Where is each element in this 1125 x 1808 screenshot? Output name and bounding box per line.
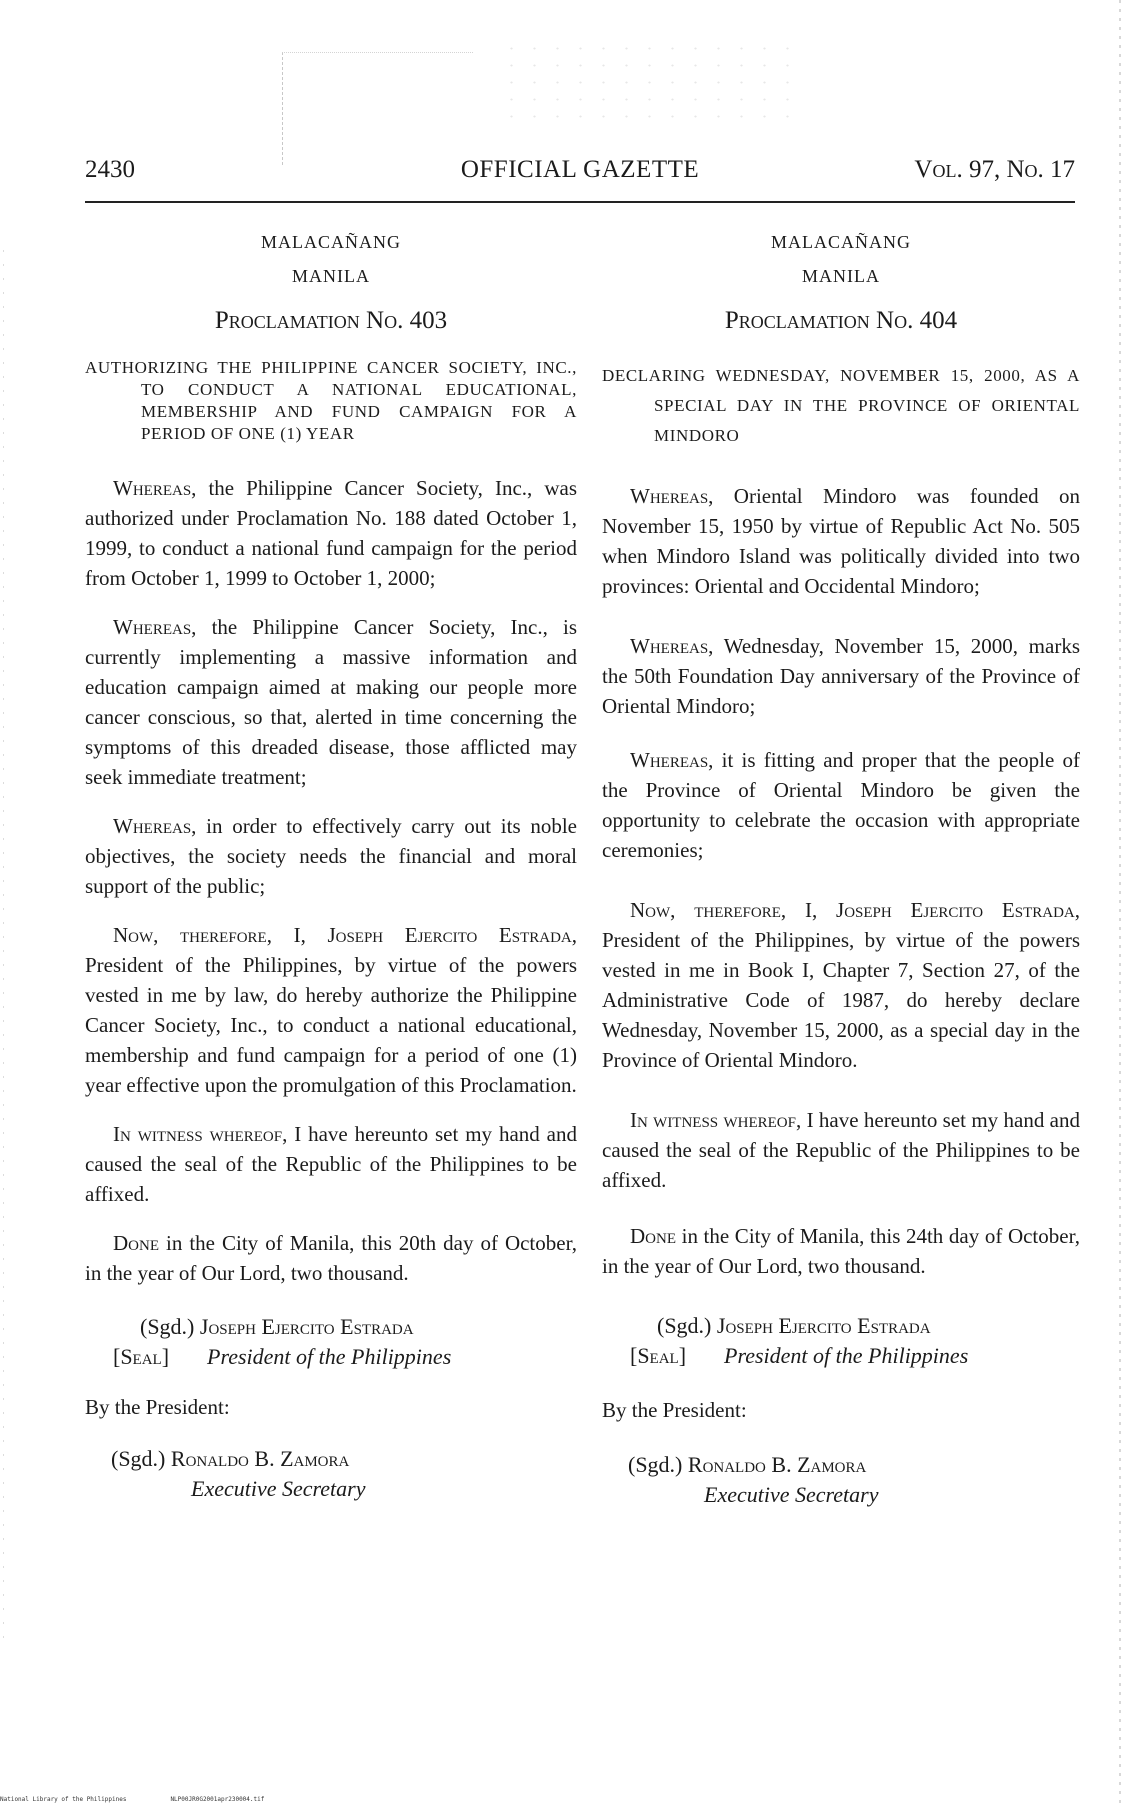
place-manila: MANILA [292,266,370,286]
place-manila: MANILA [802,266,880,286]
lead-word: Done [630,1224,676,1248]
lead-word: Whereas [113,476,192,500]
proclamation-title: Proclamation No. 404 [724,307,958,334]
paragraph-text: , I have hereunto set my hand and caused the seal of the Republic of the Philippines to be affixed. [85,1122,577,1206]
seal-line [85,1342,577,1372]
signer-name: Joseph Ejercito Estrada [199,1314,414,1339]
lead-word: Whereas [113,615,192,639]
paragraph-text: , President of the Philippines, by virtue of the powers vested in me in Book I, Chapter 7, Section 27, of the Administrative Code of 1987, do hereby declare Wednesday, November 15, 2000, as a special day in the Province of Oriental Mindoro. [602,898,1081,1072]
by-the-president: By the President: [85,1395,230,1419]
whereas-paragraph-3 [85,811,577,901]
secretary-line [85,1444,577,1474]
proclamation-404-column [602,225,1080,1510]
secretary-line [602,1450,1080,1480]
paragraph-text: , I, [780,898,837,922]
sgd-mark: (Sgd.) [111,1446,166,1471]
place-malacanang: MALACAÑANG [261,232,401,252]
paragraph-text: in the City of Manila, this 24th day of October, in the year of Our Lord, two thousand. [602,1224,1080,1278]
whereas-paragraph-2 [85,612,577,792]
proclamation-title: Proclamation No. 403 [214,307,448,334]
paragraph-text: , Wednesday, November 15, 2000, marks the 50th Foundation Day anniversary of the Province of Oriental Mindoro; [602,634,1080,718]
now-therefore-paragraph [85,920,577,1100]
secretary-name: Ronaldo B. Zamora [687,1452,867,1477]
in-witness-paragraph [85,1119,577,1209]
proclamation-caption: AUTHORIZING THE PHILIPPINE CANCER SOCIETY, INC., TO CONDUCT A NATIONAL EDUCATIONAL, MEMBERSHIP AND FUND CAMPAIGN FOR A PERIOD OF ONE (1) YEAR [85,358,577,443]
seal-mark: [Seal] [113,1344,170,1369]
sgd-mark: (Sgd.) [657,1313,712,1338]
secretary-title: Executive Secretary [704,1482,879,1507]
secretary-title-line [85,1474,577,1504]
sgd-mark: (Sgd.) [140,1314,195,1339]
proclamation-caption: DECLARING WEDNESDAY, NOVEMBER 15, 2000, AS A SPECIAL DAY IN THE PROVINCE OF ORIENTAL MINDORO [602,366,1080,445]
secretary-title-line [602,1480,1080,1510]
paragraph-text: , the Philippine Cancer Society, Inc., is currently implementing a massive information and education campaign aimed at making our people more cancer conscious, so that, alerted in time concerning the symptoms of this dreaded disease, those afflicted may seek immediate treatment; [85,615,577,789]
paragraph-text: in the City of Manila, this 20th day of October, in the year of Our Lord, two thousand. [85,1231,577,1285]
publication-title: OFFICIAL GAZETTE [460,156,700,183]
president-name: Joseph Ejercito Estrada [836,898,1075,922]
scan-edge-left [3,250,4,1650]
lead-word: Whereas [630,484,709,508]
paragraph-text: , Oriental Mindoro was founded on November 15, 1950 by virtue of Republic Act No. 505 when Mindoro Island was politically divided into two provinces: Oriental and Occidental Mindoro; [602,484,1080,598]
whereas-paragraph-1 [602,481,1080,601]
lead-word: Now, therefore [113,923,267,947]
seal-mark: [Seal] [630,1343,687,1368]
lead-word: Whereas [630,748,709,772]
page-header [85,156,1075,192]
secretary-title: Executive Secretary [191,1476,366,1501]
scan-noise [500,40,800,120]
done-paragraph [602,1221,1080,1281]
scan-footer [0,1796,308,1803]
whereas-paragraph-1 [85,473,577,593]
file-name: NLP00JR0G2001apr230004.tif [170,1796,265,1803]
faded-stamp [282,52,473,165]
by-the-president: By the President: [602,1398,747,1422]
sgd-mark: (Sgd.) [628,1452,683,1477]
library-credit: National Library of the Philippines [0,1796,127,1803]
page-number: 2430 [85,156,135,183]
seal-line [602,1341,1080,1371]
whereas-paragraph-2 [602,631,1080,721]
secretary-name: Ronaldo B. Zamora [170,1446,350,1471]
whereas-paragraph-3 [602,745,1080,865]
lead-word: Whereas [113,814,192,838]
paragraph-text: , it is fitting and proper that the people of the Province of Oriental Mindoro be given the opportunity to celebrate the occasion with appropriate ceremonies; [602,748,1080,862]
signer-title: President of the Philippines [207,1344,452,1369]
paragraph-text: , I, [266,923,328,947]
scan-edge-right [1119,0,1121,1808]
in-witness-paragraph [602,1105,1080,1195]
paragraph-text: , I have hereunto set my hand and caused the seal of the Republic of the Philippines to be affixed. [602,1108,1080,1192]
paragraph-text: , in order to effectively carry out its noble objectives, the society needs the financial and moral support of the public; [85,814,577,898]
signature-line [85,1312,577,1342]
signer-name: Joseph Ejercito Estrada [716,1313,931,1338]
lead-word: Done [113,1231,159,1255]
place-malacanang: MALACAÑANG [771,232,911,252]
proclamation-403-column [85,225,577,1504]
lead-word: Whereas [630,634,709,658]
lead-word: In witness whereof [113,1122,283,1146]
president-name: Joseph Ejercito Estrada [327,923,572,947]
lead-word: Now, therefore [630,898,781,922]
done-paragraph [85,1228,577,1288]
signer-title: President of the Philippines [724,1343,969,1368]
paragraph-text: , President of the Philippines, by virtue of the powers vested in me by law, do hereby authorize the Philippine Cancer Society, Inc., to conduct a national educational, membership and fund campaign for a period of one (1) year effective upon the promulgation of this Proclamation. [85,923,578,1097]
paragraph-text: , the Philippine Cancer Society, Inc., was authorized under Proclamation No. 188 dated October 1, 1999, to conduct a national fund campaign for the period from October 1, 1999 to October 1, 2000; [85,476,577,590]
volume-number: Vol. 97, No. 17 [914,156,1075,183]
signature-line [602,1311,1080,1341]
lead-word: In witness whereof [630,1108,796,1132]
header-rule [85,201,1075,203]
now-therefore-paragraph [602,895,1080,1075]
